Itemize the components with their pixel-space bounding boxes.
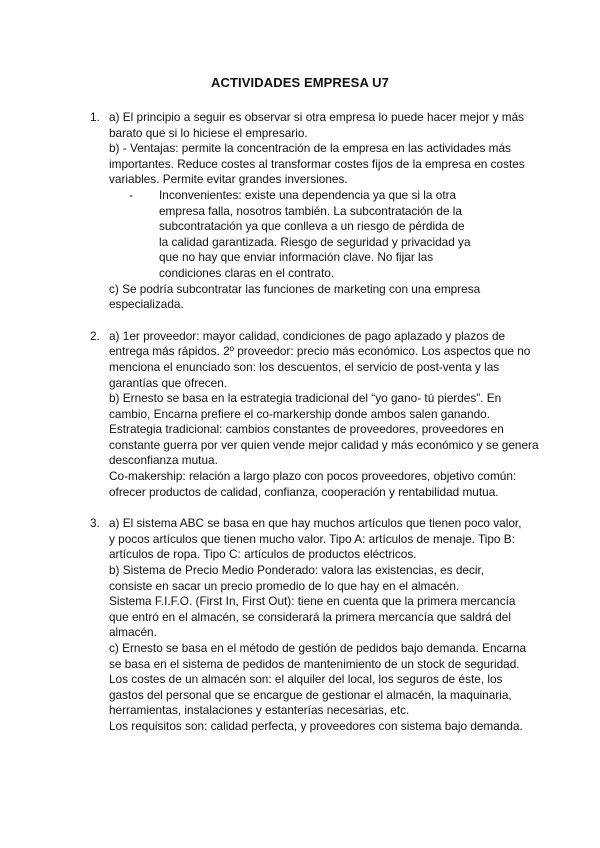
paragraph: Los requisitos son: calidad perfecta, y proveedores con sistema bajo demanda. <box>109 718 523 733</box>
list-item-number: 1. <box>90 110 100 124</box>
list-item-number: 3. <box>90 516 100 531</box>
paragraph: a) 1er proveedor: mayor calidad, condiciones de pago aplazado y plazos de entrega más rápidos. 2º proveedor: precio más económico. Los aspectos que no menciona el enunciado son: los descuentos, el servicio de post-venta y las garantías que ofrecen. <box>109 328 531 390</box>
paragraph: Co-makership: relación a largo plazo con pocos proveedores, objetivo común: ofrecer productos de calidad, confianza, cooperación y rentabilidad mutua. <box>109 469 517 499</box>
list-item-number: 2. <box>90 328 100 343</box>
paragraph: a) El sistema ABC se basa en que hay muchos artículos que tienen poco valor, y pocos artículos que tienen mucho valor. Tipo A: artículos de menaje. Tipo B: artículos de ropa. Tipo C: artículos de productos eléctricos. <box>109 516 522 562</box>
dash-list-item <box>109 188 529 282</box>
activities-list <box>90 110 539 735</box>
paragraph: b) Ernesto se basa en la estrategia tradicional del “yo gano- tú pierdes”. En cambio, Encarna prefiere el co-markership donde ambos salen ganando. <box>109 391 502 421</box>
paragraph: c) Se podría subcontratar las funciones de marketing con una empresa especializada. <box>109 281 481 312</box>
paragraph: Inconvenientes: existe una dependencia ya que si la otra empresa falla, nosotros también. La subcontratación de la subcontratación ya que conlleva a un riesgo de pérdida de la calidad garantizada. Riesgo de seguridad y privacidad ya que no hay que enviar información clave. No fijar las condiciones claras en el contrato. <box>159 187 471 280</box>
paragraph: Los costes de un almacén son: el alquiler del local, los seguros de éste, los gastos del personal que se encargue de gestionar el almacén, la maquinaria, herramientas, instalaciones y estanterías necesarias, etc. <box>109 672 512 718</box>
paragraph: c) Ernesto se basa en el método de gestión de pedidos bajo demanda. Encarna se basa en el sistema de pedidos de mantenimiento de un stock de seguridad. <box>109 641 527 671</box>
list-item <box>90 516 529 734</box>
paragraph: Sistema F.I.F.O. (First In, First Out): tiene en cuenta que la primera mercancía que entró en el almacén, se considerará la primera mercancía que saldrá del almacén. <box>109 594 516 640</box>
page-title: ACTIVIDADES EMPRESA U7 <box>211 75 389 90</box>
paragraph: b) Sistema de Precio Medio Ponderado: valora las existencias, es decir, consiste en sacar un precio promedio de lo que hay en el almacén. <box>109 563 485 593</box>
dash-bullet: - <box>129 187 133 202</box>
list-item <box>90 329 539 501</box>
list-item <box>90 110 529 313</box>
paragraph: Estrategia tradicional: cambios constantes de proveedores, proveedores en constante guerra por ver quien vende mejor calidad y más económico y se genera desconfianza mutua. <box>109 422 539 468</box>
paragraph: a) El principio a seguir es observar si otra empresa lo puede hacer mejor y más barato que si lo hiciese el empresario. <box>109 110 525 140</box>
paragraph: b) - Ventajas: permite la concentración de la empresa en las actividades más importantes. Reduce costes al transformar costes fijos de la empresa en costes variables. Permite evitar grandes inversiones. <box>109 141 525 187</box>
